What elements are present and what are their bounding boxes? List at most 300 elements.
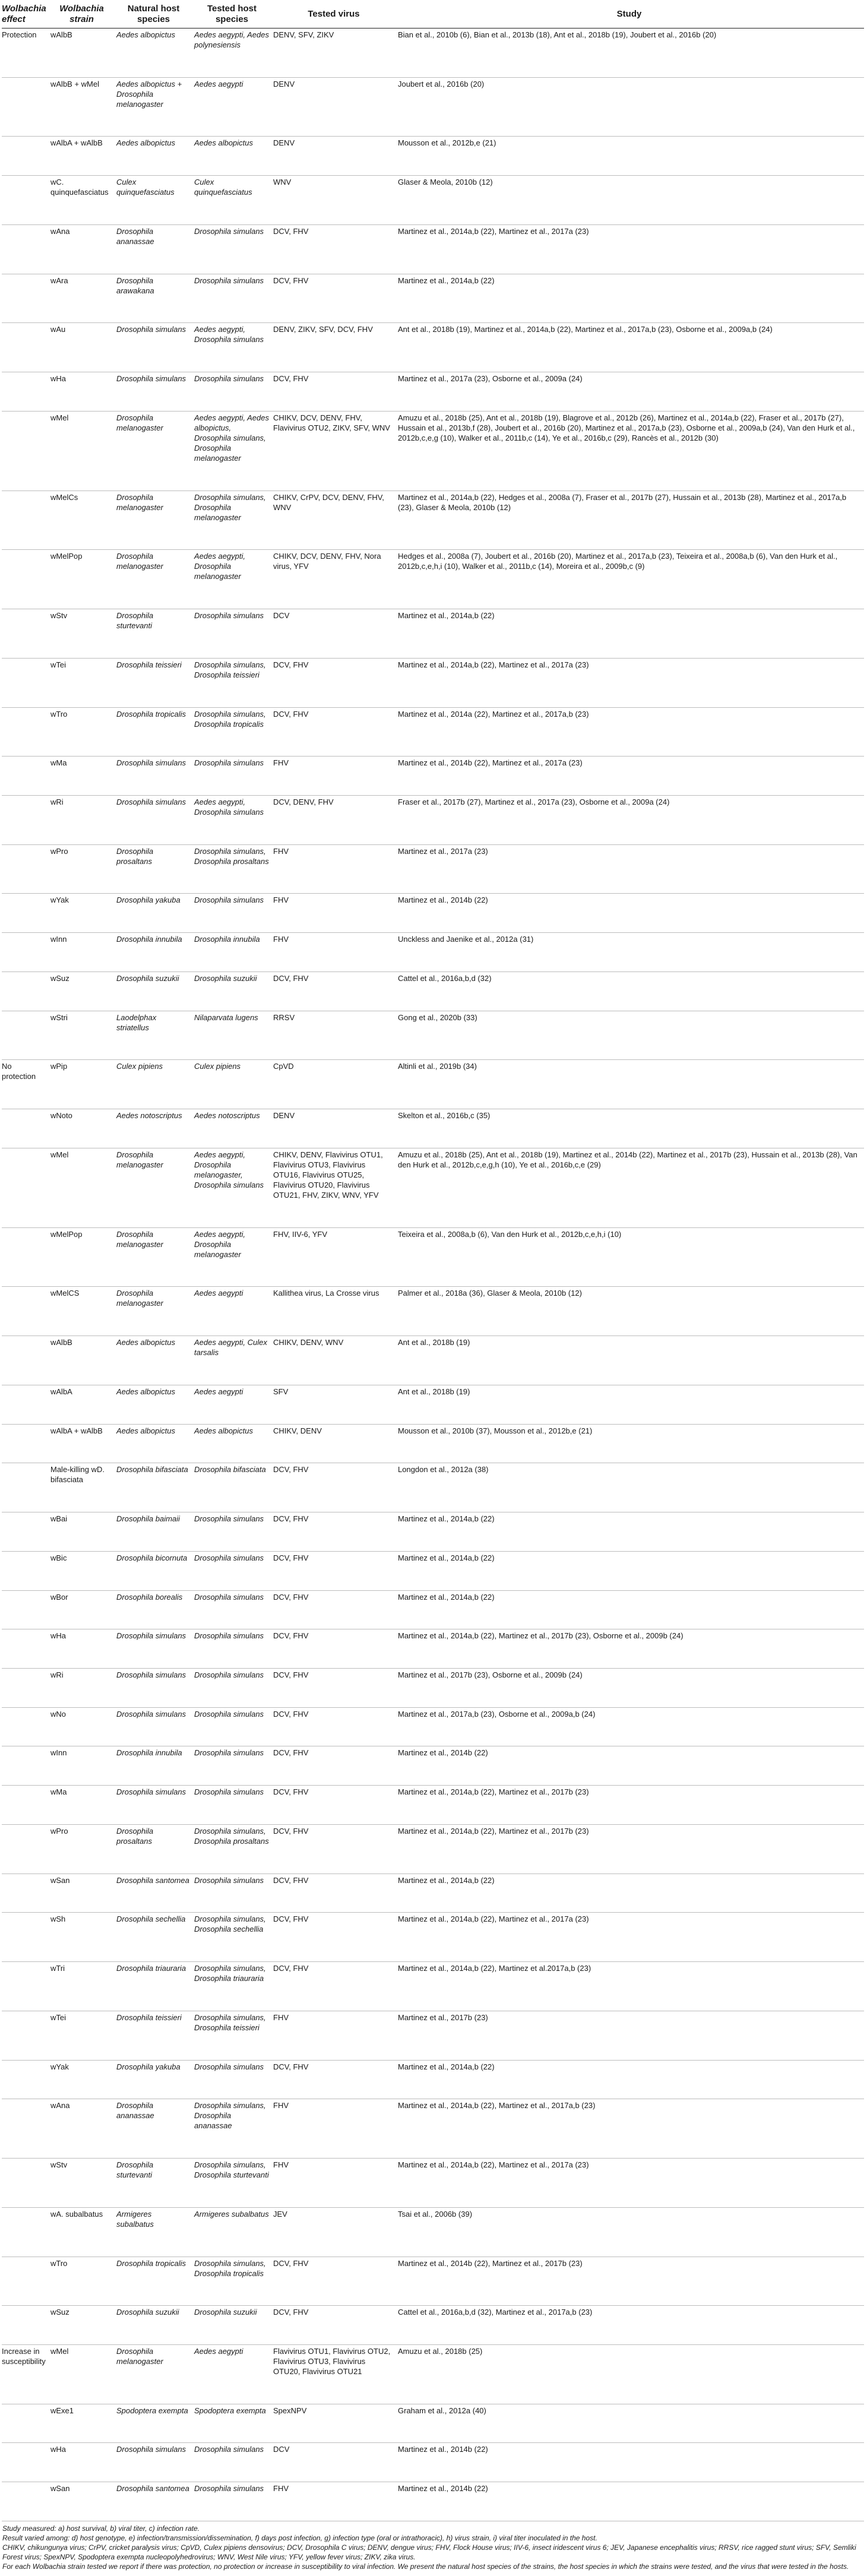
natural-host-cell: Drosophila teissieri	[116, 658, 194, 707]
virus-cell: DCV, FHV	[273, 2060, 398, 2099]
tested-host-cell: Drosophila simulans	[194, 2443, 273, 2482]
tested-host-cell: Aedes aegypti	[194, 1385, 273, 1424]
table-row	[2, 1060, 864, 1109]
natural-host-cell: Drosophila simulans	[116, 796, 194, 845]
virus-cell: CHIKV, DCV, DENV, FHV, Nora virus, YFV	[273, 550, 398, 609]
strain-cell: wBor	[50, 1590, 116, 1629]
tested-host-cell: Aedes aegypti, Aedes albopictus, Drosophila simulans, Drosophila melanogaster	[194, 411, 273, 490]
virus-cell: DCV, FHV	[273, 372, 398, 412]
strain-cell: wAu	[50, 323, 116, 372]
tested-host-cell: Nilaparvata lugens	[194, 1011, 273, 1060]
table-row	[2, 1707, 864, 1746]
study-cell: Cattel et al., 2016a,b,d (32)	[398, 971, 864, 1011]
virus-cell: DCV, FHV	[273, 971, 398, 1011]
strain-cell: wPro	[50, 844, 116, 894]
natural-host-cell: Drosophila innubila	[116, 933, 194, 972]
natural-host-cell: Drosophila triauraria	[116, 1962, 194, 2011]
study-cell: Martinez et al., 2014b (22)	[398, 894, 864, 933]
natural-host-cell: Drosophila teissieri	[116, 2011, 194, 2060]
study-cell: Martinez et al., 2014a,b (22)	[398, 274, 864, 323]
effect-cell	[2, 1590, 50, 1629]
virus-cell: FHV	[273, 844, 398, 894]
effect-cell	[2, 796, 50, 845]
study-cell: Unckless and Jaenike et al., 2012a (31)	[398, 933, 864, 972]
natural-host-cell: Drosophila bifasciata	[116, 1463, 194, 1512]
effect-cell	[2, 609, 50, 659]
effect-cell	[2, 658, 50, 707]
study-cell: Skelton et al., 2016b,c (35)	[398, 1109, 864, 1148]
effect-cell	[2, 1336, 50, 1385]
virus-cell: DCV, FHV	[273, 224, 398, 274]
tested-host-cell: Aedes aegypti, Drosophila simulans	[194, 323, 273, 372]
natural-host-cell: Drosophila sturtevanti	[116, 609, 194, 659]
table-row	[2, 411, 864, 490]
effect-cell	[2, 1824, 50, 1874]
table-row	[2, 1287, 864, 1336]
strain-cell: wC. quinquefasciatus	[50, 176, 116, 225]
natural-host-cell: Drosophila ananassae	[116, 224, 194, 274]
virus-cell: FHV	[273, 2011, 398, 2060]
natural-host-cell: Drosophila bicornuta	[116, 1551, 194, 1590]
tested-host-cell: Aedes aegypti	[194, 77, 273, 137]
effect-cell: Increase in susceptibility	[2, 2344, 50, 2404]
strain-cell: wPro	[50, 1824, 116, 1874]
natural-host-cell: Drosophila simulans	[116, 1629, 194, 1669]
natural-host-cell: Drosophila simulans	[116, 1668, 194, 1707]
footnote-measured: Study measured: a) host survival, b) viral titer, c) infection rate.	[2, 2524, 200, 2533]
study-cell: Bian et al., 2010b (6), Bian et al., 2013b (18), Ant et al., 2018b (19), Joubert et al., 2016b (20)	[398, 29, 864, 78]
header-study: Study	[398, 1, 864, 29]
study-cell: Martinez et al., 2014a (22), Martinez et al., 2017a,b (23)	[398, 707, 864, 757]
virus-cell: RRSV	[273, 1011, 398, 1060]
table-row	[2, 2482, 864, 2521]
study-cell: Martinez et al., 2014a,b (22), Martinez et al., 2017a (23)	[398, 1913, 864, 1962]
study-cell: Martinez et al., 2014b (22), Martinez et al., 2017b (23)	[398, 2257, 864, 2306]
tested-host-cell: Aedes aegypti, Drosophila melanogaster	[194, 1227, 273, 1287]
wolbachia-table	[2, 1, 864, 2521]
tested-host-cell: Drosophila simulans	[194, 1707, 273, 1746]
effect-cell	[2, 2207, 50, 2257]
virus-cell: DCV	[273, 2443, 398, 2482]
natural-host-cell: Culex pipiens	[116, 1060, 194, 1109]
effect-cell	[2, 224, 50, 274]
effect-cell	[2, 1913, 50, 1962]
natural-host-cell: Drosophila suzukii	[116, 971, 194, 1011]
tested-host-cell: Drosophila simulans	[194, 1590, 273, 1629]
virus-cell: DCV, FHV	[273, 1463, 398, 1512]
strain-cell: wMelPop	[50, 550, 116, 609]
table-body	[2, 29, 864, 2521]
tested-host-cell: Drosophila simulans	[194, 1786, 273, 1825]
strain-cell: wTei	[50, 658, 116, 707]
virus-cell: SpexNPV	[273, 2404, 398, 2443]
natural-host-cell: Laodelphax striatellus	[116, 1011, 194, 1060]
natural-host-cell: Drosophila yakuba	[116, 894, 194, 933]
table-row	[2, 2443, 864, 2482]
virus-cell: DENV, ZIKV, SFV, DCV, FHV	[273, 323, 398, 372]
strain-cell: wSan	[50, 2482, 116, 2521]
natural-host-cell: Drosophila melanogaster	[116, 490, 194, 550]
tested-host-cell: Aedes aegypti, Drosophila melanogaster	[194, 550, 273, 609]
effect-cell	[2, 707, 50, 757]
strain-cell: wSuz	[50, 2306, 116, 2345]
strain-cell: wMel	[50, 1148, 116, 1227]
natural-host-cell: Drosophila melanogaster	[116, 550, 194, 609]
tested-host-cell: Drosophila simulans	[194, 1746, 273, 1786]
strain-cell: wInn	[50, 933, 116, 972]
tested-host-cell: Aedes aegypti	[194, 1287, 273, 1336]
natural-host-cell: Drosophila santomea	[116, 1874, 194, 1913]
effect-cell	[2, 1786, 50, 1825]
footnote-abbreviations: CHIKV, chikungunya virus; CrPV, cricket paralysis virus; CpVD, Culex pipiens densovirus; DCV, Drosophila C virus; DENV, dengue virus; FHV, Flock House virus; IIV-6, insect iridescent virus 6; JEV, Japanese encephalitis virus; RRSV, rice ragged stunt virus; SFV, Semliki Forest virus; SpexNPV, Spodoptera exempta nucleopolyhedrovirus; WNV, West Nile virus; YFV, yellow fever virus; ZIKV, zika virus.	[2, 2543, 856, 2561]
tested-host-cell: Aedes aegypti, Drosophila melanogaster, Drosophila simulans	[194, 1148, 273, 1227]
natural-host-cell: Drosophila sturtevanti	[116, 2159, 194, 2208]
tested-host-cell: Drosophila simulans, Drosophila tropicalis	[194, 2257, 273, 2306]
virus-cell: DCV, FHV	[273, 1551, 398, 1590]
table-row	[2, 1824, 864, 1874]
strain-cell: wYak	[50, 894, 116, 933]
study-cell: Martinez et al., 2014b (22)	[398, 2482, 864, 2521]
tested-host-cell: Drosophila suzukii	[194, 2306, 273, 2345]
virus-cell: DCV, FHV	[273, 1668, 398, 1707]
strain-cell: wTei	[50, 2011, 116, 2060]
virus-cell: DCV, FHV	[273, 1824, 398, 1874]
effect-cell	[2, 1512, 50, 1552]
table-row	[2, 1148, 864, 1227]
header-effect: Wolbachia effect	[2, 1, 50, 29]
natural-host-cell: Drosophila melanogaster	[116, 1227, 194, 1287]
table-row	[2, 2404, 864, 2443]
tested-host-cell: Drosophila simulans	[194, 757, 273, 796]
table-row	[2, 1227, 864, 1287]
virus-cell: DCV, FHV	[273, 274, 398, 323]
effect-cell	[2, 137, 50, 176]
effect-cell	[2, 2011, 50, 2060]
study-cell: Martinez et al., 2014b (22)	[398, 1746, 864, 1786]
natural-host-cell: Drosophila innubila	[116, 1746, 194, 1786]
natural-host-cell: Drosophila melanogaster	[116, 1287, 194, 1336]
tested-host-cell: Drosophila simulans	[194, 224, 273, 274]
table-row	[2, 323, 864, 372]
strain-cell: wMelCS	[50, 1287, 116, 1336]
study-cell: Hedges et al., 2008a (7), Joubert et al., 2016b (20), Martinez et al., 2017a,b (23), Teixeira et al., 2008a,b (6), Van den Hurk et al., 2012b,c,e,h,i (10), Walker et al., 2011b,c (14), Moreira et al., 2009b,c (9)	[398, 550, 864, 609]
strain-cell: wAlbA + wAlbB	[50, 1424, 116, 1463]
natural-host-cell: Drosophila melanogaster	[116, 2344, 194, 2404]
study-cell: Martinez et al., 2014b (22), Martinez et al., 2017a (23)	[398, 757, 864, 796]
virus-cell: DENV, SFV, ZIKV	[273, 29, 398, 78]
virus-cell: CHIKV, DENV	[273, 1424, 398, 1463]
strain-cell: wMa	[50, 1786, 116, 1825]
natural-host-cell: Drosophila melanogaster	[116, 1148, 194, 1227]
effect-cell	[2, 1385, 50, 1424]
strain-cell: Male-killing wD. bifasciata	[50, 1463, 116, 1512]
effect-cell	[2, 1463, 50, 1512]
tested-host-cell: Drosophila simulans	[194, 274, 273, 323]
natural-host-cell: Drosophila simulans	[116, 1707, 194, 1746]
header-tested-host: Tested host species	[194, 1, 273, 29]
table-row	[2, 372, 864, 412]
strain-cell: wNoto	[50, 1109, 116, 1148]
strain-cell: wMel	[50, 2344, 116, 2404]
study-cell: Martinez et al., 2014a,b (22), Martinez et al., 2017b (23)	[398, 1824, 864, 1874]
table-row	[2, 2099, 864, 2159]
natural-host-cell: Drosophila simulans	[116, 757, 194, 796]
study-cell: Martinez et al., 2014a,b (22), Martinez et al., 2017a (23)	[398, 224, 864, 274]
study-cell: Martinez et al., 2014a,b (22)	[398, 1590, 864, 1629]
natural-host-cell: Drosophila simulans	[116, 372, 194, 412]
natural-host-cell: Drosophila sechellia	[116, 1913, 194, 1962]
table-row	[2, 224, 864, 274]
virus-cell: JEV	[273, 2207, 398, 2257]
table-row	[2, 2344, 864, 2404]
effect-cell	[2, 894, 50, 933]
strain-cell: wTro	[50, 707, 116, 757]
tested-host-cell: Drosophila simulans	[194, 2060, 273, 2099]
natural-host-cell: Drosophila tropicalis	[116, 707, 194, 757]
virus-cell: DCV, FHV	[273, 658, 398, 707]
virus-cell: DENV	[273, 1109, 398, 1148]
table-row	[2, 2159, 864, 2208]
virus-cell: FHV	[273, 2482, 398, 2521]
effect-cell	[2, 323, 50, 372]
strain-cell: wMelPop	[50, 1227, 116, 1287]
effect-cell	[2, 1668, 50, 1707]
virus-cell: FHV	[273, 894, 398, 933]
effect-cell	[2, 550, 50, 609]
study-cell: Martinez et al., 2014a,b (22)	[398, 1551, 864, 1590]
study-cell: Palmer et al., 2018a (36), Glaser & Meola, 2010b (12)	[398, 1287, 864, 1336]
study-cell: Martinez et al., 2014b (22)	[398, 2443, 864, 2482]
strain-cell: wTro	[50, 2257, 116, 2306]
effect-cell	[2, 274, 50, 323]
tested-host-cell: Drosophila simulans	[194, 2482, 273, 2521]
tested-host-cell: Drosophila simulans	[194, 1668, 273, 1707]
table-row	[2, 137, 864, 176]
table-row	[2, 1551, 864, 1590]
strain-cell: wExe1	[50, 2404, 116, 2443]
study-cell: Teixeira et al., 2008a,b (6), Van den Hurk et al., 2012b,c,e,h,i (10)	[398, 1227, 864, 1287]
effect-cell	[2, 2060, 50, 2099]
table-row	[2, 2257, 864, 2306]
strain-cell: wAra	[50, 274, 116, 323]
effect-cell	[2, 2159, 50, 2208]
virus-cell: DCV, FHV	[273, 1590, 398, 1629]
effect-cell	[2, 2306, 50, 2345]
tested-host-cell: Drosophila innubila	[194, 933, 273, 972]
table-row	[2, 1463, 864, 1512]
strain-cell: wMa	[50, 757, 116, 796]
strain-cell: wInn	[50, 1746, 116, 1786]
natural-host-cell: Drosophila prosaltans	[116, 1824, 194, 1874]
virus-cell: CHIKV, DENV, Flavivirus OTU1, Flavivirus OTU3, Flavivirus OTU16, Flavivirus OTU25, Flavivirus OTU20, Flavivirus OTU21, FHV, ZIKV, WNV, YFV	[273, 1148, 398, 1227]
strain-cell: wRi	[50, 1668, 116, 1707]
effect-cell	[2, 2404, 50, 2443]
study-cell: Mousson et al., 2012b,e (21)	[398, 137, 864, 176]
tested-host-cell: Drosophila simulans	[194, 894, 273, 933]
virus-cell: FHV	[273, 2159, 398, 2208]
virus-cell: DENV	[273, 77, 398, 137]
virus-cell: FHV	[273, 757, 398, 796]
study-cell: Fraser et al., 2017b (27), Martinez et al., 2017a (23), Osborne et al., 2009a (24)	[398, 796, 864, 845]
natural-host-cell: Drosophila borealis	[116, 1590, 194, 1629]
study-cell: Ant et al., 2018b (19)	[398, 1336, 864, 1385]
strain-cell: wHa	[50, 372, 116, 412]
table-row	[2, 1424, 864, 1463]
virus-cell: FHV	[273, 933, 398, 972]
tested-host-cell: Drosophila bifasciata	[194, 1463, 273, 1512]
tested-host-cell: Drosophila simulans, Drosophila sechellia	[194, 1913, 273, 1962]
strain-cell: wAlbB + wMel	[50, 77, 116, 137]
study-cell: Amuzu et al., 2018b (25)	[398, 2344, 864, 2404]
tested-host-cell: Aedes aegypti	[194, 2344, 273, 2404]
virus-cell: DCV, FHV	[273, 1786, 398, 1825]
effect-cell	[2, 176, 50, 225]
virus-cell: CpVD	[273, 1060, 398, 1109]
effect-cell	[2, 971, 50, 1011]
tested-host-cell: Spodoptera exempta	[194, 2404, 273, 2443]
tested-host-cell: Drosophila suzukii	[194, 971, 273, 1011]
strain-cell: wMel	[50, 411, 116, 490]
tested-host-cell: Drosophila simulans	[194, 372, 273, 412]
virus-cell: CHIKV, CrPV, DCV, DENV, FHV, WNV	[273, 490, 398, 550]
effect-cell	[2, 1551, 50, 1590]
table-row	[2, 2306, 864, 2345]
table-row	[2, 796, 864, 845]
study-cell: Ant et al., 2018b (19), Martinez et al., 2014a,b (22), Martinez et al., 2017a,b (23), Osborne et al., 2009a,b (24)	[398, 323, 864, 372]
table-row	[2, 1590, 864, 1629]
tested-host-cell: Culex pipiens	[194, 1060, 273, 1109]
tested-host-cell: Aedes notoscriptus	[194, 1109, 273, 1148]
table-row	[2, 1913, 864, 1962]
effect-cell	[2, 2482, 50, 2521]
study-cell: Martinez et al., 2017a,b (23), Osborne et al., 2009a,b (24)	[398, 1707, 864, 1746]
table-row	[2, 176, 864, 225]
effect-cell	[2, 757, 50, 796]
effect-cell: Protection	[2, 29, 50, 78]
strain-cell: wA. subalbatus	[50, 2207, 116, 2257]
study-cell: Amuzu et al., 2018b (25), Ant et al., 2018b (19), Martinez et al., 2014b (22), Martinez et al., 2017b (23), Hussain et al., 2013b (28), Van den Hurk et al., 2012b,c,e,g,h (10), Ye et al., 2016b,c,e (29)	[398, 1148, 864, 1227]
virus-cell: DCV, FHV	[273, 1913, 398, 1962]
virus-cell: DCV, FHV	[273, 2306, 398, 2345]
table-row	[2, 1385, 864, 1424]
effect-cell	[2, 1629, 50, 1669]
tested-host-cell: Drosophila simulans	[194, 1629, 273, 1669]
study-cell: Tsai et al., 2006b (39)	[398, 2207, 864, 2257]
effect-cell	[2, 844, 50, 894]
study-cell: Martinez et al., 2017b (23)	[398, 2011, 864, 2060]
study-cell: Ant et al., 2018b (19)	[398, 1385, 864, 1424]
tested-host-cell: Aedes aegypti, Drosophila simulans	[194, 796, 273, 845]
tested-host-cell: Drosophila simulans, Drosophila teissieri	[194, 2011, 273, 2060]
natural-host-cell: Culex quinquefasciatus	[116, 176, 194, 225]
effect-cell	[2, 2257, 50, 2306]
natural-host-cell: Armigeres subalbatus	[116, 2207, 194, 2257]
natural-host-cell: Drosophila melanogaster	[116, 411, 194, 490]
study-cell: Mousson et al., 2010b (37), Mousson et al., 2012b,e (21)	[398, 1424, 864, 1463]
strain-cell: wSan	[50, 1874, 116, 1913]
study-cell: Martinez et al., 2014a,b (22), Martinez et al., 2017a,b (23)	[398, 2099, 864, 2159]
strain-cell: wBic	[50, 1551, 116, 1590]
strain-cell: wMelCs	[50, 490, 116, 550]
effect-cell	[2, 411, 50, 490]
study-cell: Martinez et al., 2014a,b (22), Hedges et al., 2008a (7), Fraser et al., 2017b (27), Hussain et al., 2013b (28), Martinez et al., 2017a,b (23), Glaser & Meola, 2010b (12)	[398, 490, 864, 550]
natural-host-cell: Aedes albopictus	[116, 137, 194, 176]
tested-host-cell: Drosophila simulans, Drosophila melanogaster	[194, 490, 273, 550]
table-row	[2, 1512, 864, 1552]
study-cell: Cattel et al., 2016a,b,d (32), Martinez et al., 2017a,b (23)	[398, 2306, 864, 2345]
virus-cell: DCV, FHV	[273, 1512, 398, 1552]
virus-cell: DCV, FHV	[273, 1962, 398, 2011]
strain-cell: wRi	[50, 796, 116, 845]
study-cell: Martinez et al., 2014a,b (22), Martinez et al., 2017b (23)	[398, 1786, 864, 1825]
effect-cell	[2, 1962, 50, 2011]
study-cell: Martinez et al., 2014a,b (22), Martinez et al., 2017b (23), Osborne et al., 2009b (24)	[398, 1629, 864, 1669]
table-row	[2, 1962, 864, 2011]
effect-cell	[2, 1874, 50, 1913]
tested-host-cell: Drosophila simulans	[194, 609, 273, 659]
study-cell: Martinez et al., 2014a,b (22)	[398, 1512, 864, 1552]
table-row	[2, 658, 864, 707]
strain-cell: wBai	[50, 1512, 116, 1552]
strain-cell: wAna	[50, 2099, 116, 2159]
table-row	[2, 2207, 864, 2257]
tested-host-cell: Drosophila simulans	[194, 1551, 273, 1590]
virus-cell: SFV	[273, 1385, 398, 1424]
table-row	[2, 1336, 864, 1385]
study-cell: Martinez et al., 2014a,b (22)	[398, 2060, 864, 2099]
table-row	[2, 1011, 864, 1060]
table-row	[2, 1874, 864, 1913]
natural-host-cell: Aedes albopictus	[116, 29, 194, 78]
virus-cell: DCV, FHV	[273, 1874, 398, 1913]
study-cell: Martinez et al., 2014a,b (22)	[398, 1874, 864, 1913]
tested-host-cell: Drosophila simulans, Drosophila prosaltans	[194, 1824, 273, 1874]
table-row	[2, 894, 864, 933]
effect-cell	[2, 1287, 50, 1336]
natural-host-cell: Aedes albopictus + Drosophila melanogaster	[116, 77, 194, 137]
virus-cell: Flavivirus OTU1, Flavivirus OTU2, Flavivirus OTU3, Flavivirus OTU20, Flavivirus OTU21	[273, 2344, 398, 2404]
table-row	[2, 609, 864, 659]
virus-cell: DCV, FHV	[273, 1746, 398, 1786]
table-row	[2, 2060, 864, 2099]
table-footnotes	[0, 2521, 867, 2571]
strain-cell: wSh	[50, 1913, 116, 1962]
study-cell: Glaser & Meola, 2010b (12)	[398, 176, 864, 225]
effect-cell	[2, 77, 50, 137]
tested-host-cell: Aedes aegypti, Aedes polynesiensis	[194, 29, 273, 78]
study-cell: Martinez et al., 2017a (23)	[398, 844, 864, 894]
virus-cell: DCV, DENV, FHV	[273, 796, 398, 845]
strain-cell: wHa	[50, 1629, 116, 1669]
footnote-variation: Result varied among: d) host genotype, e) infection/transmission/dissemination, f) days post infection, g) infection type (oral or intrathoracic), h) virus strain, i) viral titer inoculated in the host.	[2, 2533, 597, 2542]
tested-host-cell: Aedes albopictus	[194, 137, 273, 176]
table-row	[2, 1786, 864, 1825]
study-cell: Longdon et al., 2012a (38)	[398, 1463, 864, 1512]
footnote-description: For each Wolbachia strain tested we report if there was protection, no protection or increase in susceptibility to viral infection. We present the natural host species of the strains, the host species in which the strains were tested, and the virus that were tested in the hosts.	[2, 2562, 849, 2571]
natural-host-cell: Drosophila suzukii	[116, 2306, 194, 2345]
virus-cell: DENV	[273, 137, 398, 176]
tested-host-cell: Drosophila simulans, Drosophila teissieri	[194, 658, 273, 707]
tested-host-cell: Culex quinquefasciatus	[194, 176, 273, 225]
strain-cell: wAlbA	[50, 1385, 116, 1424]
study-cell: Gong et al., 2020b (33)	[398, 1011, 864, 1060]
virus-cell: DCV, FHV	[273, 707, 398, 757]
study-cell: Martinez et al., 2014a,b (22), Martinez et al., 2017a (23)	[398, 2159, 864, 2208]
natural-host-cell: Aedes albopictus	[116, 1336, 194, 1385]
effect-cell	[2, 1424, 50, 1463]
header-strain: Wolbachia strain	[50, 1, 116, 29]
virus-cell: Kallithea virus, La Crosse virus	[273, 1287, 398, 1336]
